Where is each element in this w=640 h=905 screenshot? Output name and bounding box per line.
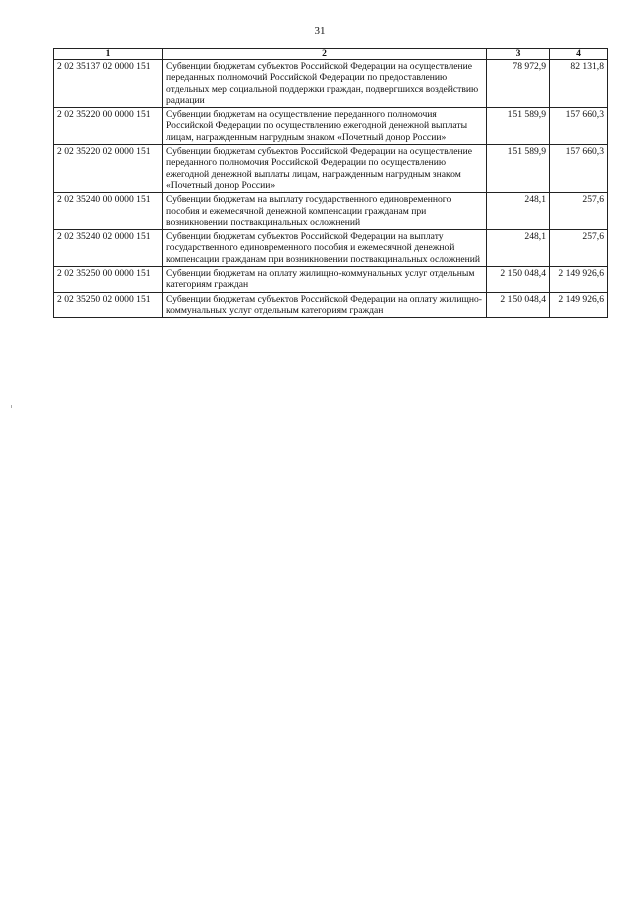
- page-number: 31: [314, 25, 326, 37]
- amount-col4-cell: 2 149 926,6: [550, 292, 608, 318]
- amount-col3-cell: 78 972,9: [487, 60, 550, 108]
- amount-col3-cell: 151 589,9: [487, 145, 550, 193]
- revenue-name-cell: Субвенции бюджетам на выплату государственного единовременного пособия и ежемесячной денежной компенсации гражданам при возникновении поствакцинальных осложнений: [163, 193, 487, 230]
- amount-col3-cell: 2 150 048,4: [487, 292, 550, 318]
- table-header-row: [54, 49, 608, 60]
- amount-col4-cell: 82 131,8: [550, 60, 608, 108]
- amount-col4-cell: 157 660,3: [550, 145, 608, 193]
- budget-code-cell: 2 02 35220 00 0000 151: [54, 108, 163, 145]
- budget-code-cell: 2 02 35250 00 0000 151: [54, 267, 163, 293]
- amount-col4-cell: 257,6: [550, 193, 608, 230]
- revenue-name-cell: Субвенции бюджетам субъектов Российской Федерации на осуществление переданного полномочия Российской Федерации по осуществлению ежегодной денежной выплаты лицам, награжденным нагрудным знаком «Почетный донор России»: [163, 145, 487, 193]
- budget-code-cell: 2 02 35220 02 0000 151: [54, 145, 163, 193]
- table-row: [54, 230, 608, 267]
- revenue-name-cell: Субвенции бюджетам на оплату жилищно-коммунальных услуг отдельным категориям граждан: [163, 267, 487, 293]
- budget-code-cell: 2 02 35137 02 0000 151: [54, 60, 163, 108]
- amount-col4-cell: 2 149 926,6: [550, 267, 608, 293]
- table-row: [54, 267, 608, 293]
- amount-col3-cell: 248,1: [487, 230, 550, 267]
- budget-code-cell: 2 02 35240 02 0000 151: [54, 230, 163, 267]
- table-row: [54, 193, 608, 230]
- column-header-amount-1: 3: [487, 49, 550, 60]
- amount-col3-cell: 248,1: [487, 193, 550, 230]
- revenue-name-cell: Субвенции бюджетам субъектов Российской Федерации на оплату жилищно-коммунальных услуг отдельным категориям граждан: [163, 292, 487, 318]
- revenue-name-cell: Субвенции бюджетам субъектов Российской Федерации на осуществление переданных полномочий Российской Федерации по предоставлению отдельных мер социальной поддержки граждан, подвергшихся воздействию радиации: [163, 60, 487, 108]
- table-row: [54, 60, 608, 108]
- budget-code-cell: 2 02 35250 02 0000 151: [54, 292, 163, 318]
- budget-revenue-table: [53, 48, 608, 318]
- table-row: [54, 292, 608, 318]
- amount-col3-cell: 2 150 048,4: [487, 267, 550, 293]
- revenue-name-cell: Субвенции бюджетам субъектов Российской Федерации на выплату государственного единовременного пособия и ежемесячной денежной компенсации гражданам при возникновении поствакцинальных осложнений: [163, 230, 487, 267]
- column-header-name: 2: [163, 49, 487, 60]
- revenue-name-cell: Субвенции бюджетам на осуществление переданного полномочия Российской Федерации по осуществлению ежегодной денежной выплаты лицам, награжденным нагрудным знаком «Почетный донор России»: [163, 108, 487, 145]
- table-row: [54, 145, 608, 193]
- amount-col3-cell: 151 589,9: [487, 108, 550, 145]
- amount-col4-cell: 257,6: [550, 230, 608, 267]
- scan-artifact: [11, 405, 12, 408]
- amount-col4-cell: 157 660,3: [550, 108, 608, 145]
- column-header-code: 1: [54, 49, 163, 60]
- table-row: [54, 108, 608, 145]
- budget-code-cell: 2 02 35240 00 0000 151: [54, 193, 163, 230]
- column-header-amount-2: 4: [550, 49, 608, 60]
